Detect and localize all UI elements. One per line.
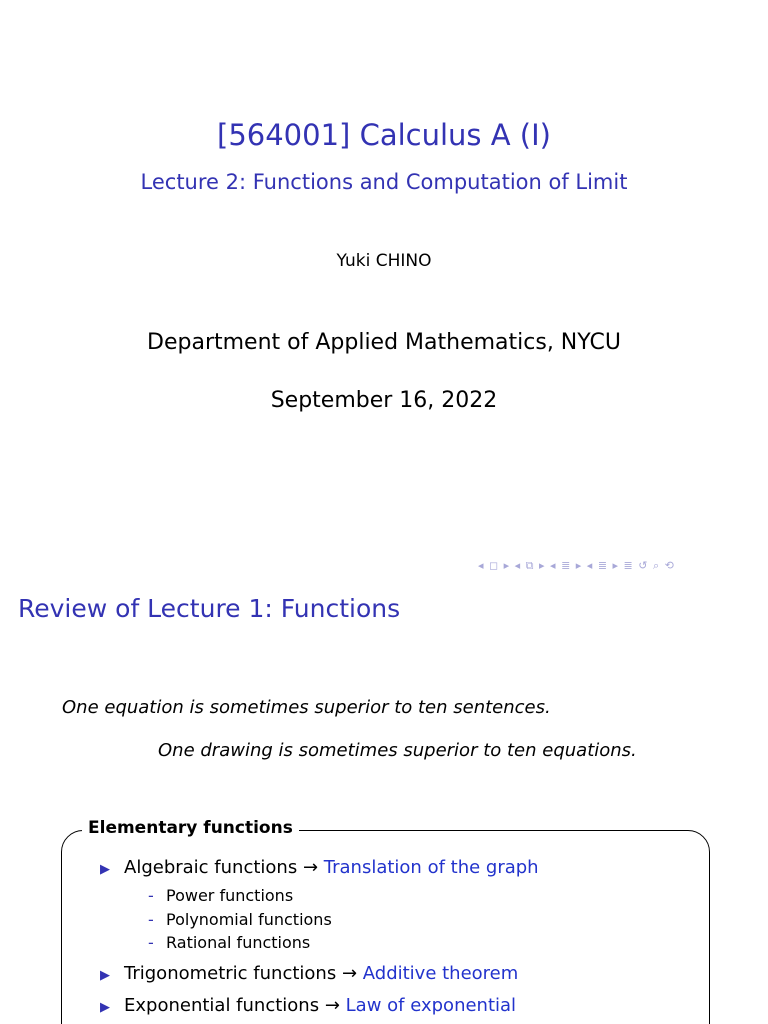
item-text: Algebraic functions [124, 857, 298, 878]
quote-drawing: One drawing is sometimes superior to ten equations. [158, 740, 637, 761]
item-link: Law of exponential [345, 995, 517, 1016]
author-name: Yuki CHINO [336, 251, 432, 271]
subitem-text: Polynomial functions [166, 910, 332, 929]
navigation-symbols[interactable]: ◂ ◻ ▸ ◂ ⧉ ▸ ◂ ≣ ▸ ◂ ≣ ▸ ≣ ↺ ⌕ ⟲ [478, 559, 675, 572]
dash-icon: - [148, 886, 154, 905]
subitem-text: Rational functions [166, 933, 311, 952]
implies-arrow-icon: → [302, 857, 319, 878]
list-item-exponential [100, 995, 516, 1016]
lecture-subtitle: Lecture 2: Functions and Computation of Limit [140, 170, 628, 194]
subitem-text: Power functions [166, 886, 294, 905]
subitem [148, 910, 332, 929]
item-link: Additive theorem [362, 963, 519, 984]
dash-icon: - [148, 910, 154, 929]
dash-icon: - [148, 933, 154, 952]
department: Department of Applied Mathematics, NYCU [147, 330, 621, 355]
frame-title: Review of Lecture 1: Functions [18, 594, 401, 623]
item-text: Trigonometric functions [124, 963, 337, 984]
subitem [148, 886, 293, 905]
lecture-date: September 16, 2022 [270, 388, 498, 413]
bullet-triangle-icon: ▶ [100, 968, 110, 983]
implies-arrow-icon: → [341, 963, 358, 984]
list-item-algebraic [100, 857, 539, 878]
implies-arrow-icon: → [324, 995, 340, 1016]
bullet-triangle-icon: ▶ [100, 1000, 110, 1015]
list-item-trigonometric [100, 963, 518, 984]
item-text: Exponential functions [124, 995, 320, 1016]
subitem [148, 933, 310, 952]
item-link: Translation of the graph [323, 857, 539, 878]
lecture-title: [564001] Calculus A (I) [217, 118, 551, 152]
block-title: Elementary functions [82, 818, 299, 838]
quote-equation: One equation is sometimes superior to ten sentences. [62, 697, 551, 718]
bullet-triangle-icon: ▶ [100, 862, 110, 877]
